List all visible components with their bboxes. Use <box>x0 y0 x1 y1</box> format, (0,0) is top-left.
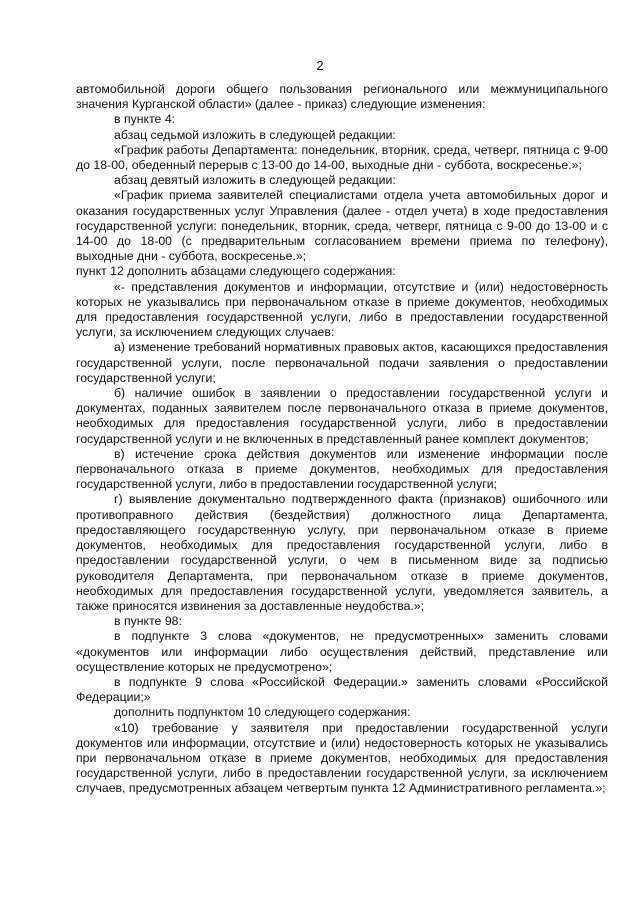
document-paragraph: г) выявление документально подтвержденного факта (признаков) ошибочного или противоправного действия (бездействия) должностного лица Департамента, предоставляющего государственную услугу, при первоначальном отказе в приеме документов, необходимых для предоставления государственной услуги, либо в предоставлении государственной услуги, о чем в письменном виде за подписью руководителя Департамента, при первоначальном отказе в приеме документов, необходимых для предоставления государственной услуги, уведомляется заявитель, а также приносятся извинения за доставленные неудобства.»; <box>76 492 608 613</box>
document-paragraph: а) изменение требований нормативных правовых актов, касающихся предоставления государственной услуги, после первоначальной подачи заявления о предоставлении государственной услуги; <box>76 340 608 385</box>
document-body <box>76 82 608 797</box>
document-paragraph: «График приема заявителей специалистами отдела учета автомобильных дорог и оказания государственных услуг Управления (далее - отдел учета) в ходе предоставления государственной услуги: понедельник, вторник, среда, четверг, пятница с 9-00 до 13-00 и с 14-00 до 18-00 (с предварительным согласованием времени приема по телефону), выходные дни - суббота, воскресенье.»; <box>76 188 608 264</box>
document-paragraph: абзац девятый изложить в следующей редакции: <box>114 173 396 188</box>
document-paragraph: «- представления документов и информации, отсутствие и (или) недостоверность которых не указывались при первоначальном отказе в приеме документов, необходимых для предоставления государственной услуги, либо в предоставлении государственной услуги, за исключением следующих случаев: <box>76 279 608 340</box>
document-paragraph: в подпункте 9 слова «Российской Федерации.» заменить словами «Российской Федерации;» <box>76 674 608 705</box>
document-paragraph: в пункте 4: <box>114 112 176 127</box>
document-paragraph: пункт 12 дополнить абзацами следующего содержания: <box>76 264 396 279</box>
document-paragraph: в) истечение срока действия документов или изменение информации после первоначального отказа в приеме документов, необходимых для предоставления государственной услуги, либо в предоставлении государственной услуги; <box>76 446 608 492</box>
document-paragraph: «График работы Департамента: понедельник, вторник, среда, четверг, пятница с 9-00 до 18-00, обеденный перерыв с 13-00 до 14-00, выходные дни - суббота, воскресенье.»; <box>76 142 608 173</box>
document-paragraph: б) наличие ошибок в заявлении о предоставлении государственной услуги и документах, поданных заявителем после первоначального отказа в приеме документов, необходимых для предоставления государственной услуги, либо в предоставлении государственной услуги и не включенных в представленный ранее комплект документов; <box>76 386 608 446</box>
document-paragraph: в подпункте 3 слова «документов, не предусмотренных» заменить словами «документов или информации либо осуществления действий, представление или осуществление которых не предусмотрено»; <box>76 629 608 674</box>
document-paragraph: «10) требование у заявителя при предоставлении государственной услуги документов или информации, отсутствие и (или) недостоверность которых не указывались при первоначальном отказе в приеме документов, необходимых для предоставления государственной услуги, либо в предоставлении государственной услуги, за исключением случаев, предусмотренных абзацем четвертым пункта 12 Административного регламента.»; <box>76 720 608 796</box>
page-number: 2 <box>316 58 324 73</box>
document-paragraph: автомобильной дороги общего пользования регионального или межмуниципального значения Курганской области» (далее - приказ) следующие изменения: <box>76 82 608 112</box>
document-paragraph: в пункте 98: <box>114 614 182 629</box>
document-paragraph: абзац седьмой изложить в следующей редакции: <box>114 127 396 142</box>
document-paragraph: дополнить подпунктом 10 следующего содержания: <box>114 705 411 720</box>
